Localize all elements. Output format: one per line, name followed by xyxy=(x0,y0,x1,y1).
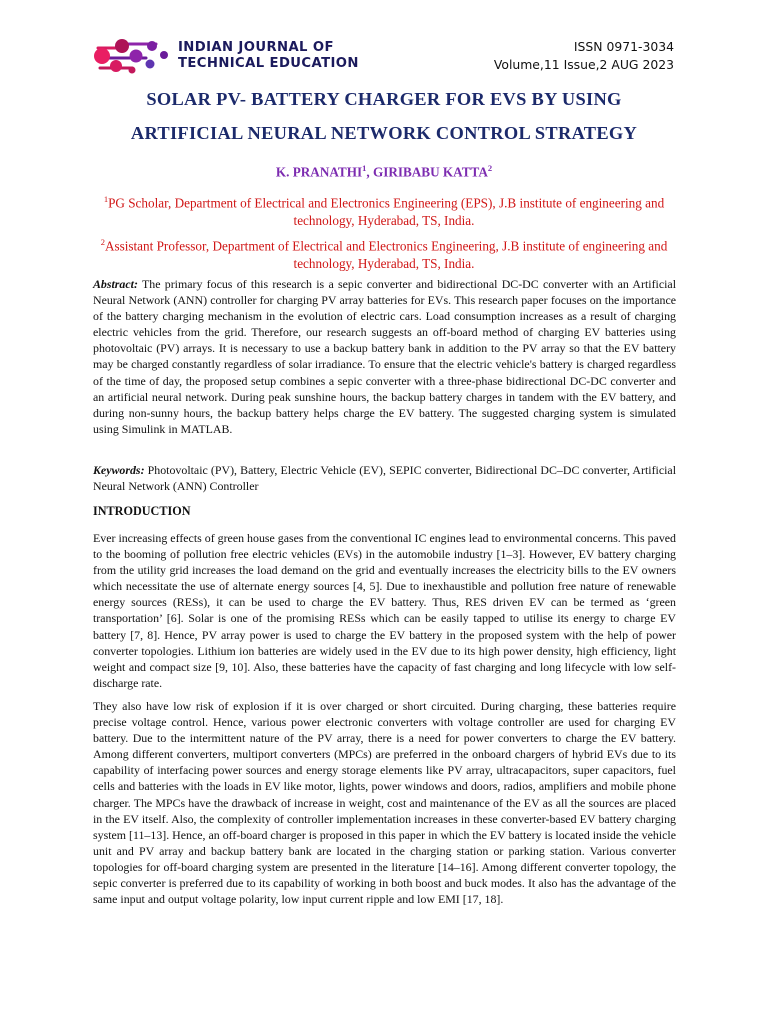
journal-name xyxy=(178,40,359,72)
abstract xyxy=(93,276,676,437)
issn-number: ISSN 0971-3034 xyxy=(573,39,674,54)
keywords-label: Keywords: xyxy=(93,463,145,477)
affiliation-2-text: Assistant Professor, Department of Electrical and Electronics Engineering, J.B institute of engineering and technology, Hyderabad, TS, India. xyxy=(104,238,668,272)
abstract-text: The primary focus of this research is a sepic converter and bidirectional DC-DC converter with an Artificial Neural Network (ANN) controller for charging PV array batteries for EVs. This research paper focuses on the importance of the battery charging mechanism in the evolution of electric cars. Load consumption increases as a result of charging electric vehicles from the grid. Therefore, our research suggests an off-board method of charging EV batteries using photovoltaic (PV) arrays. It is necessary to use a backup battery bank in addition to the PV array so that the EV battery may be charged constantly regardless of solar irradiance. To ensure that the electric vehicle's battery is charged regardless of the time of day, the proposed setup combines a sepic converter with a three-phase bidirectional DC-DC converter and an artificial neural network. During peak sunshine hours, the backup battery charges in tandem with the EV battery, and during non-sunny hours, the backup battery helps charge the EV battery. The suggested charging system is simulated using Simulink in MATLAB. xyxy=(93,277,676,436)
author-list xyxy=(60,163,708,180)
affiliation-2-marker: 2 xyxy=(100,237,105,247)
journal-name-line1: INDIAN JOURNAL OF xyxy=(178,40,334,55)
paper-title-line1: SOLAR PV- BATTERY CHARGER FOR EVS BY USING xyxy=(146,89,622,109)
abstract-label: Abstract: xyxy=(93,277,138,291)
author-1-name: K. PRANATHI xyxy=(275,164,363,180)
keywords-text: Photovoltaic (PV), Battery, Electric Vehicle (EV), SEPIC converter, Bidirectional DC–DC converter, Artificial Neural Network (ANN) Controller xyxy=(93,463,676,494)
journal-name-line2: TECHNICAL EDUCATION xyxy=(178,56,359,71)
affiliation-1-text: PG Scholar, Department of Electrical and Electronics Engineering (EPS), J.B institute of engineering and technology, Hyderabad, TS, India. xyxy=(108,195,665,229)
introduction-paragraph-1: Ever increasing effects of green house gases from the conventional IC engines lead to environmental concerns. This paved to the booming of pollution free electric vehicles (EVs) in the automobile industry [1–3]. However, EV battery charging from the utility grid increases the load demand on the grid and eventually increases the electricity bills to the EV owners which necessitate the use of alternate energy sources [4, 5]. Due to inexhaustible and pollution free nature of renewable energy sources (RESs), it can be used to charge the EV battery. Thus, RES driven EV can be termed as ‘green transportation’ [6]. Solar is one of the promising RESs which can be easily tapped to utilise its energy to charge EV battery [7, 8]. Hence, PV array power is used to charge the EV battery in the proposed system with the help of power converter topologies. Lithium ion batteries are widely used in the EV due to its high power density, high efficiency, light weight and compact size [9, 10]. Also, these batteries have the capacity of fast charging and long lifecycle with low self-discharge rate. xyxy=(93,531,676,690)
issue-info xyxy=(494,38,674,74)
volume-issue: Volume,11 Issue,2 AUG 2023 xyxy=(493,57,674,72)
affiliation-2 xyxy=(80,233,688,273)
author-1-marker: 1 xyxy=(362,163,367,173)
author-2-name: GIRIBABU KATTA xyxy=(372,164,488,180)
section-heading-introduction: INTRODUCTION xyxy=(93,504,191,518)
journal-logo xyxy=(92,36,359,76)
author-2-marker: 2 xyxy=(487,163,493,173)
journal-logo-icon xyxy=(92,36,176,76)
introduction-paragraph-2: They also have low risk of explosion if it is over charged or short circuited. During charging, these batteries require precise voltage control. Hence, various power electronic converters with voltage controller are used for charging EV battery. Due to the intermittent nature of the PV array, there is a need for power converters to charge the EV battery. Among different converters, multiport converters (MPCs) are preferred in the onboard chargers of hybrid EVs due to its capability of interfacing power sources and energy storage elements like PV array, ultracapacitors, super capacitors, fuel cells and batteries with the loads in EV like motor, lights, power windows and doors, radios, amplifiers and mobile phone charger. The MPCs have the drawback of increase in weight, cost and maintenance of the EV as all the sources are placed in the EV itself. Also, the complexity of controller implementation increases in these converter-based EV battery charging system [11–13]. Hence, an off-board charger is proposed in this paper in which the EV battery is located inside the vehicle unit and PV array and backup battery bank are located in the charging station or parking station. Various converter topologies for off-board charging system are presented in the literature [14–16]. Among different converter topology, the sepic converter is preferred due to its capability of working in both boost and buck modes. It also has the advantage of the same input and output voltage polarity, low input current ripple and low EMI [17, 18]. xyxy=(93,699,676,907)
author-separator: , xyxy=(366,164,373,180)
affiliation-1 xyxy=(80,190,688,230)
paper-title-line2: ARTIFICIAL NEURAL NETWORK CONTROL STRATEGY xyxy=(130,123,638,143)
keywords xyxy=(93,462,676,494)
affiliation-1-marker: 1 xyxy=(103,194,109,204)
